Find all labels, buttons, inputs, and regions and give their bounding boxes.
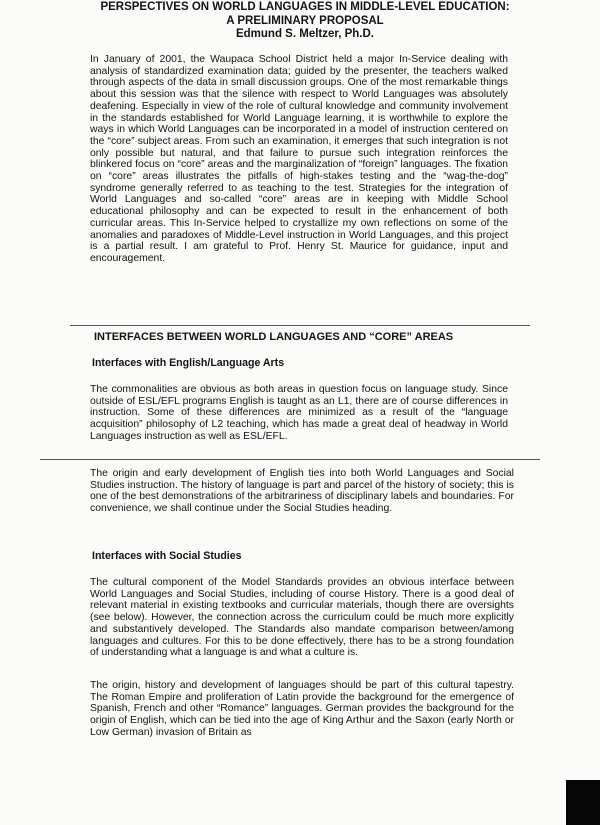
- scan-divider: [40, 459, 540, 460]
- origin-paragraph: The origin and early development of English ties into both World Languages and Social Studies instruction. The history of language is part and parcel of the history of society; this is one of the best demonstrations of the arbitrariness of disciplinary labels and boundaries. For convenience, we shall continue under the Social Studies heading.: [90, 468, 514, 515]
- intro-paragraph: In January of 2001, the Waupaca School District held a major In-Service dealing with analysis of standardized examination data; guided by the presenter, the teachers walked through aspects of the data in small discussion groups. One of the most remarkable things about this session was that the silence with respect to World Languages was absolutely deafening. Especially in view of the role of cultural knowledge and community involvement in the standards established for World Language learning, it is worthwhile to explore the ways in which World Languages can be incorporated in a model of instruction centered on the “core” subject areas. From such an examination, it emerges that such integration is not only possible but natural, and that failure to pursue such integration reinforces the blinkered focus on “core” areas and the marginalization of “foreign” languages. The fixation on “core” areas illustrates the pitfalls of high-stakes testing and the “wag-the-dog” syndrome generally referred to as teaching to the test. Strategies for the integration of World Languages and so-called “core” areas are in keeping with Middle School educational philosophy and can be expected to result in the enhancement of both curricular areas. This In-Service helped to crystallize my own reflections on some of the anomalies and paradoxes of Middle-Level instruction in World Languages, and this project is a partial result. I am grateful to Prof. Henry St. Maurice for guidance, input and encouragement.: [90, 54, 508, 264]
- section-heading: INTERFACES BETWEEN WORLD LANGUAGES AND “CORE” AREAS: [94, 331, 454, 343]
- title-line-2: A PRELIMINARY PROPOSAL: [226, 14, 384, 27]
- author-name: Edmund S. Meltzer, Ph.D.: [235, 28, 375, 40]
- title-line-1: PERSPECTIVES ON WORLD LANGUAGES IN MIDDLE-LEVEL EDUCATION:: [100, 1, 510, 13]
- history-paragraph: The origin, history and development of languages should be part of this cultural tapestry. The Roman Empire and proliferation of Latin provide the background for the emergence of Spanish, French and other “Romance” languages. German provides the background for the origin of English, which can be tied into the age of King Arthur and the Saxon (early North or Low German) invasion of Britain as: [90, 680, 514, 738]
- document-title-block: [70, 1, 540, 42]
- subheading-english: Interfaces with English/Language Arts: [92, 357, 285, 369]
- subheading-social-studies: Interfaces with Social Studies: [92, 550, 242, 562]
- scan-divider: [70, 325, 530, 326]
- scan-edge-mark: [566, 780, 600, 825]
- cultural-paragraph: The cultural component of the Model Standards provides an obvious interface between World Languages and Social Studies, including of course History. There is a good deal of relevant material in existing textbooks and curricular materials, though there are oversights (see below). However, the connection across the curriculum could be much more explicitly and substantively developed. The Standards also mandate comparison between/among languages and cultures. For this to be done effectively, there has to be a strong foundation of understanding what a language is and what a culture is.: [90, 577, 514, 659]
- english-paragraph: The commonalities are obvious as both areas in question focus on language study. Since outside of ESL/EFL programs English is taught as an L1, there are of course differences in instruction. Some of these differences are minimized as a result of the “language acquisition” philosophy of L2 teaching, which has made a great deal of headway in World Languages instruction as well as ESL/EFL.: [90, 384, 508, 442]
